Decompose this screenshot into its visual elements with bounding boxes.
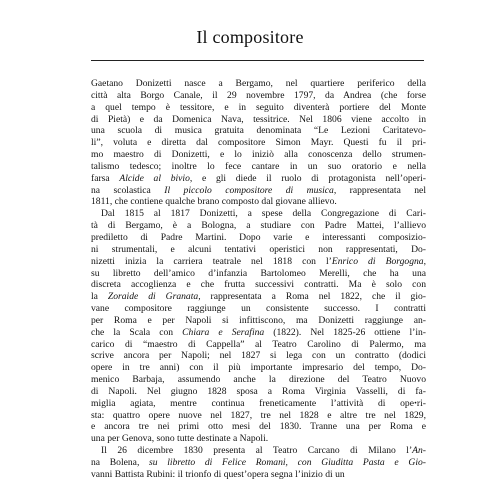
text-run: 1811, che contiene qualche brano composto dal giovane allievo.	[91, 196, 337, 208]
text-run: e ancora tre nei primi otto mesi del 1830. Tranne una per Roma e	[91, 421, 426, 433]
text-run: di Pietà) e da Domenica Nava, tessitrice. Nel 1806 viene accolto in	[91, 113, 426, 125]
header-rule	[91, 60, 424, 61]
text-line	[91, 350, 426, 362]
text-line	[91, 90, 426, 102]
text-line	[91, 114, 426, 126]
text-line	[91, 268, 426, 280]
text-line	[91, 374, 426, 386]
text-line	[91, 291, 426, 303]
text-line	[91, 149, 426, 161]
text-line	[91, 433, 426, 445]
text-line	[91, 386, 426, 398]
text-run: , rappresentata a Roma nel 1822, che il gio-	[198, 291, 426, 303]
text-run: na Bolena	[91, 457, 137, 468]
text-run: a quel tempo è tessitore, e in seguito diventerà portiere del Monte	[91, 101, 426, 113]
text-line	[91, 208, 426, 220]
text-run: talismo tedesco; inoltre lo fece cantare in un suo oratorio e nella	[91, 160, 426, 172]
text-line	[91, 445, 426, 457]
text-run: città alta Borgo Canale, il 29 novembre 1797, da Andrea (che forse	[91, 89, 426, 101]
paragraph	[91, 445, 426, 481]
work-title: Zoraide di Granata	[107, 291, 199, 303]
text-line	[91, 196, 426, 208]
text-run: li”, voluta e diretta dal compositore Simon Mayr. Questi fu il pri-	[91, 137, 426, 149]
text-run: vanni Battista Rubini: il trionfo di quest’opera segna l’inizio di un	[91, 468, 345, 480]
text-run: Gaetano Donizetti nasce a Bergamo, nel quartiere periferico della	[91, 78, 426, 89]
text-line	[91, 220, 426, 232]
text-run: Il 26 dicembre 1830 presenta al Teatro Carcano di Milano l’	[101, 445, 413, 457]
text-run: (1822). Nel 1825-26 ottiene l’in-	[264, 326, 426, 338]
text-run: scrive ancora per Napoli; nel 1827 si lega con un contratto (dodici	[91, 350, 426, 362]
text-run: vane compositore raggiunge un consistente successo. I contratti	[91, 303, 426, 315]
text-line	[91, 303, 426, 315]
text-run: per Roma e per Napoli si infittiscono, ma Donizetti raggiunge an-	[91, 314, 426, 326]
text-run: la	[91, 291, 108, 303]
text-line	[91, 185, 426, 197]
text-run: una per Genova, sono tutte destinate a Napoli.	[91, 433, 269, 445]
text-run: di Napoli. Nel giugno 1828 sposa a Roma Virginia Vasselli, di fa-	[91, 385, 426, 397]
text-line	[91, 161, 426, 173]
paragraph	[91, 208, 426, 445]
text-line	[91, 457, 426, 469]
body-text	[91, 78, 426, 481]
work-title: Il piccolo compositore di musica	[164, 184, 334, 196]
text-line	[91, 469, 426, 481]
work-title: Chiara e Serafina	[182, 326, 265, 338]
text-line	[91, 102, 426, 114]
work-title: , su libretto di Felice Romani, con Giuditta Pasta e Gio-	[136, 457, 426, 468]
text-run: Dal 1815 al 1817 Donizetti, a spese della Congregazione di Cari-	[101, 208, 426, 220]
text-line	[91, 339, 426, 351]
text-line	[91, 398, 426, 410]
text-line	[91, 244, 426, 256]
text-run: menico Barbaja, assumendo anche la direzione del Teatro Nuovo	[91, 374, 426, 386]
work-title: An-	[412, 445, 426, 457]
text-run: una scuola di musica gratuita denominata “Le Lezioni Caritatevo-	[91, 125, 426, 137]
text-run: , e gli diede il ruolo di protagonista nell’operi-	[189, 172, 426, 184]
text-run: nizetti inizia la carriera teatrale nel 1818 con l’	[91, 255, 332, 267]
chapter-title: Il compositore	[196, 27, 304, 47]
text-run: sta: quattro opere nuove nel 1827, tre nel 1828 e altre tre nel 1829,	[91, 409, 426, 421]
text-run: prediletto di Padre Martini. Dopo varie e interessanti composizio-	[91, 231, 426, 243]
text-run: opere in tre anni) con il più importante impresario del tempo, Do-	[91, 362, 426, 374]
text-line	[91, 327, 426, 339]
text-line	[91, 232, 426, 244]
text-line	[91, 125, 426, 137]
work-title: Enrico di Borgogna	[331, 255, 424, 267]
text-run: discreta accoglienza e che frutta successivi contratti. Ma è solo con	[91, 279, 426, 291]
text-run: che la Scala con	[91, 326, 183, 338]
text-run: miglia agiata, mentre continua freneticamente l’attività di opeꞏri-	[91, 397, 426, 409]
text-run: na scolastica	[91, 184, 165, 196]
text-line	[91, 137, 426, 149]
text-line	[91, 256, 426, 268]
text-line	[91, 410, 426, 422]
text-line	[91, 279, 426, 291]
text-line	[91, 173, 426, 185]
text-line	[91, 78, 426, 90]
text-run: su libretto dell’amico d’infanzia Bartolomeo Merelli, che ha una	[91, 267, 426, 279]
text-run: carico di “maestro di Cappella” al Teatro Carolino di Palermo, ma	[91, 338, 426, 350]
text-run: mo maestro di Donizetti, e lo iniziò alla conoscenza dello strumen-	[91, 149, 426, 161]
text-line	[91, 421, 426, 433]
text-run: , rappresentata nel	[333, 184, 426, 196]
paragraph	[91, 78, 426, 208]
text-run: tà di Bergamo, è a Bologna, a studiare con Padre Mattei, l’allievo	[91, 220, 426, 232]
text-line	[91, 362, 426, 374]
text-line	[91, 315, 426, 327]
text-run: ni strumentali, e alcuni tentativi operistici non rappresentati, Do-	[91, 243, 426, 255]
text-run: ,	[423, 255, 427, 267]
text-run: farsa	[91, 172, 120, 184]
work-title: Alcide al bivio	[119, 172, 190, 184]
